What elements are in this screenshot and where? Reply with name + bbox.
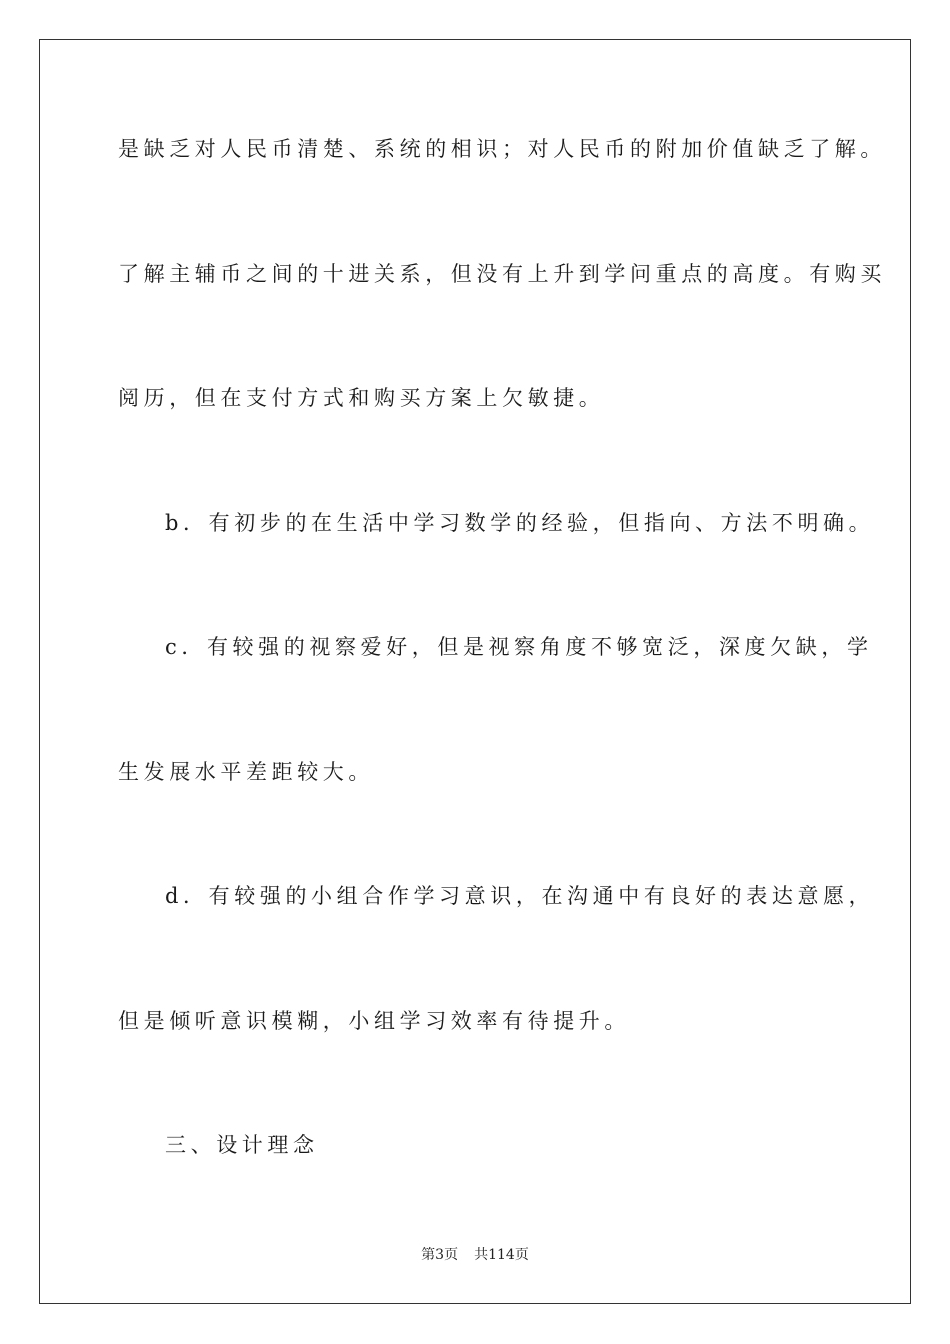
text-line-1: 是缺乏对人民币清楚、系统的相识；对人民币的附加价值缺乏了解。: [118, 137, 886, 161]
text-line-4-item-b: b．有初步的在生活中学习数学的经验，但指向、方法不明确。: [165, 511, 875, 535]
page-footer: [0, 1246, 950, 1264]
page-number: 第3页: [421, 1247, 459, 1263]
text-line-8: 但是倾听意识模糊，小组学习效率有待提升。: [118, 1009, 630, 1033]
text-line-3: 阅历，但在支付方式和购买方案上欠敏捷。: [118, 386, 605, 410]
text-line-7-item-d: d．有较强的小组合作学习意识，在沟通中有良好的表达意愿，: [165, 884, 875, 908]
page-border: [39, 39, 911, 1304]
section-heading-design-concept: 三、设计理念: [165, 1133, 319, 1157]
text-line-5-item-c: c．有较强的视察爱好，但是视察角度不够宽泛，深度欠缺，学: [165, 635, 873, 659]
text-line-2: 了解主辅币之间的十进关系，但没有上升到学问重点的高度。有购买: [118, 262, 886, 286]
total-pages: 共114页: [474, 1247, 529, 1263]
text-line-6: 生发展水平差距较大。: [118, 760, 374, 784]
